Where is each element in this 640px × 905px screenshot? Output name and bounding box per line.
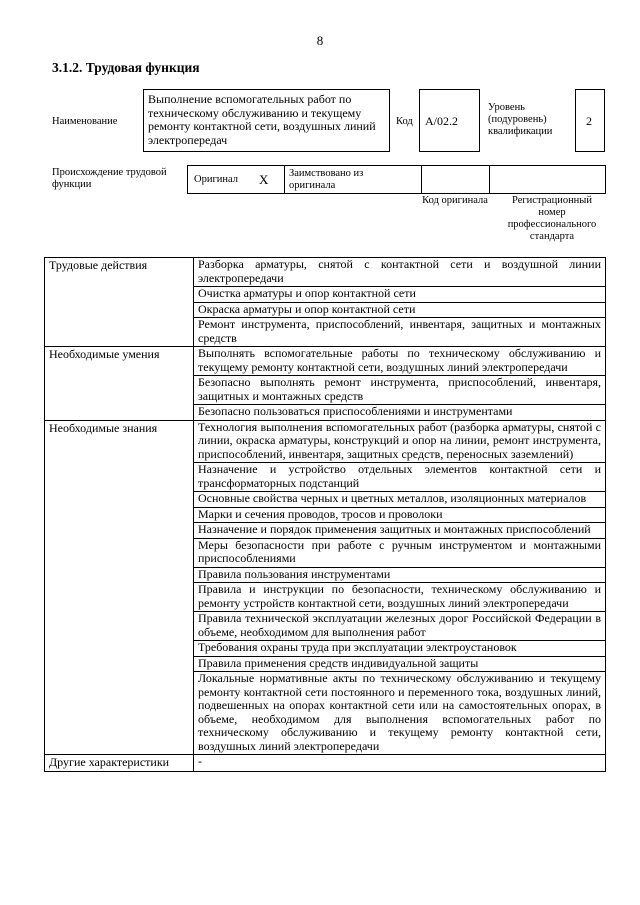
name-label: Наименование <box>52 116 118 127</box>
section-title: 3.1.2. Трудовая функция <box>52 60 200 75</box>
row-item: Технология выполнения вспомогательных работ (разборка арматуры, снятой с линии, окраска арматуры, конструкций и опор на линии, ремонт инструмента, приспособлений, инвентаря, защитных средств, переносных заземлений) <box>194 420 606 463</box>
row-item: Правила и инструкции по безопасности, техническому обслуживанию и ремонту устройств контактной сети, воздушных линий электропередачи <box>194 583 606 612</box>
level-value-box <box>575 89 605 152</box>
row-category: Другие характеристики <box>45 755 194 772</box>
level-label: Уровень (подуровень) квалификации <box>488 102 553 137</box>
row-item: Правила пользования инструментами <box>194 567 606 583</box>
table-row <box>45 258 606 287</box>
origin-divider-2 <box>421 166 422 193</box>
code-value: А/02.2 <box>425 114 458 128</box>
row-item: Ремонт инструмента, приспособлений, инвентаря, защитных и монтажных средств <box>194 318 606 347</box>
row-item: Безопасно выполнять ремонт инструмента, приспособлений, инвентаря, защитных и монтажных средств <box>194 376 606 405</box>
row-category: Необходимые умения <box>45 347 194 421</box>
origin-label: Происхождение трудовой функции <box>52 167 167 190</box>
origin-divider-3 <box>489 166 490 193</box>
row-item: - <box>194 755 606 772</box>
row-item: Меры безопасности при работе с ручным инструментом и монтажными приспособлениями <box>194 538 606 567</box>
origin-divider-1 <box>284 166 285 193</box>
original-mark: X <box>259 172 269 187</box>
table-row <box>45 347 606 376</box>
row-item: Основные свойства черных и цветных металлов, изоляционных материалов <box>194 492 606 508</box>
table-row <box>45 755 606 772</box>
row-item: Выполнять вспомогательные работы по техническому обслуживанию и текущему ремонту контактной сети, воздушных линий электропередачи <box>194 347 606 376</box>
code-value-box <box>419 89 480 152</box>
page-number: 8 <box>316 33 324 48</box>
reg-number-caption: Регистрационный номер профессионального стандарта <box>507 195 597 242</box>
name-value-box <box>143 89 390 152</box>
row-item: Очистка арматуры и опор контактной сети <box>194 287 606 303</box>
row-item: Назначение и порядок применения защитных и монтажных приспособлений <box>194 523 606 539</box>
row-item: Назначение и устройство отдельных элементов контактной сети и трансформаторных подстанций <box>194 463 606 492</box>
original-label: Оригинал <box>194 174 238 185</box>
row-item: Правила технической эксплуатации железных дорог Российской Федерации в объеме, необходимом для выполнения работ <box>194 612 606 641</box>
origin-box <box>187 165 606 194</box>
row-category: Трудовые действия <box>45 258 194 347</box>
row-item: Окраска арматуры и опор контактной сети <box>194 302 606 318</box>
code-original-caption: Код оригинала <box>422 195 488 206</box>
row-item: Локальные нормативные акты по техническому обслуживанию и текущему ремонту контактной сети постоянного и переменного тока, воздушных линий, подвешенных на опорах контактной сети или на самостоятельных опорах, в объеме, необходимом для выполнения вспомогательных работ по техническому обслуживанию и текущему ремонту контактной сети, воздушных линий электропередачи <box>194 672 606 755</box>
name-value: Выполнение вспомогательных работ по техническому обслуживанию и текущему ремонту контактной сети, воздушных линий электропередач <box>148 92 376 147</box>
row-item: Безопасно пользоваться приспособлениями и инструментами <box>194 405 606 421</box>
row-item: Марки и сечения проводов, тросов и проволоки <box>194 507 606 523</box>
row-item: Правила применения средств индивидуальной защиты <box>194 656 606 672</box>
table-row <box>45 420 606 463</box>
borrowed-label: Заимствовано из оригинала <box>289 168 364 191</box>
level-value: 2 <box>586 114 592 128</box>
code-label: Код <box>396 116 413 127</box>
row-category: Необходимые знания <box>45 420 194 755</box>
row-item: Разборка арматуры, снятой с контактной сети и воздушной линии электропередачи <box>194 258 606 287</box>
row-item: Требования охраны труда при эксплуатации электроустановок <box>194 641 606 657</box>
function-table <box>44 257 606 772</box>
